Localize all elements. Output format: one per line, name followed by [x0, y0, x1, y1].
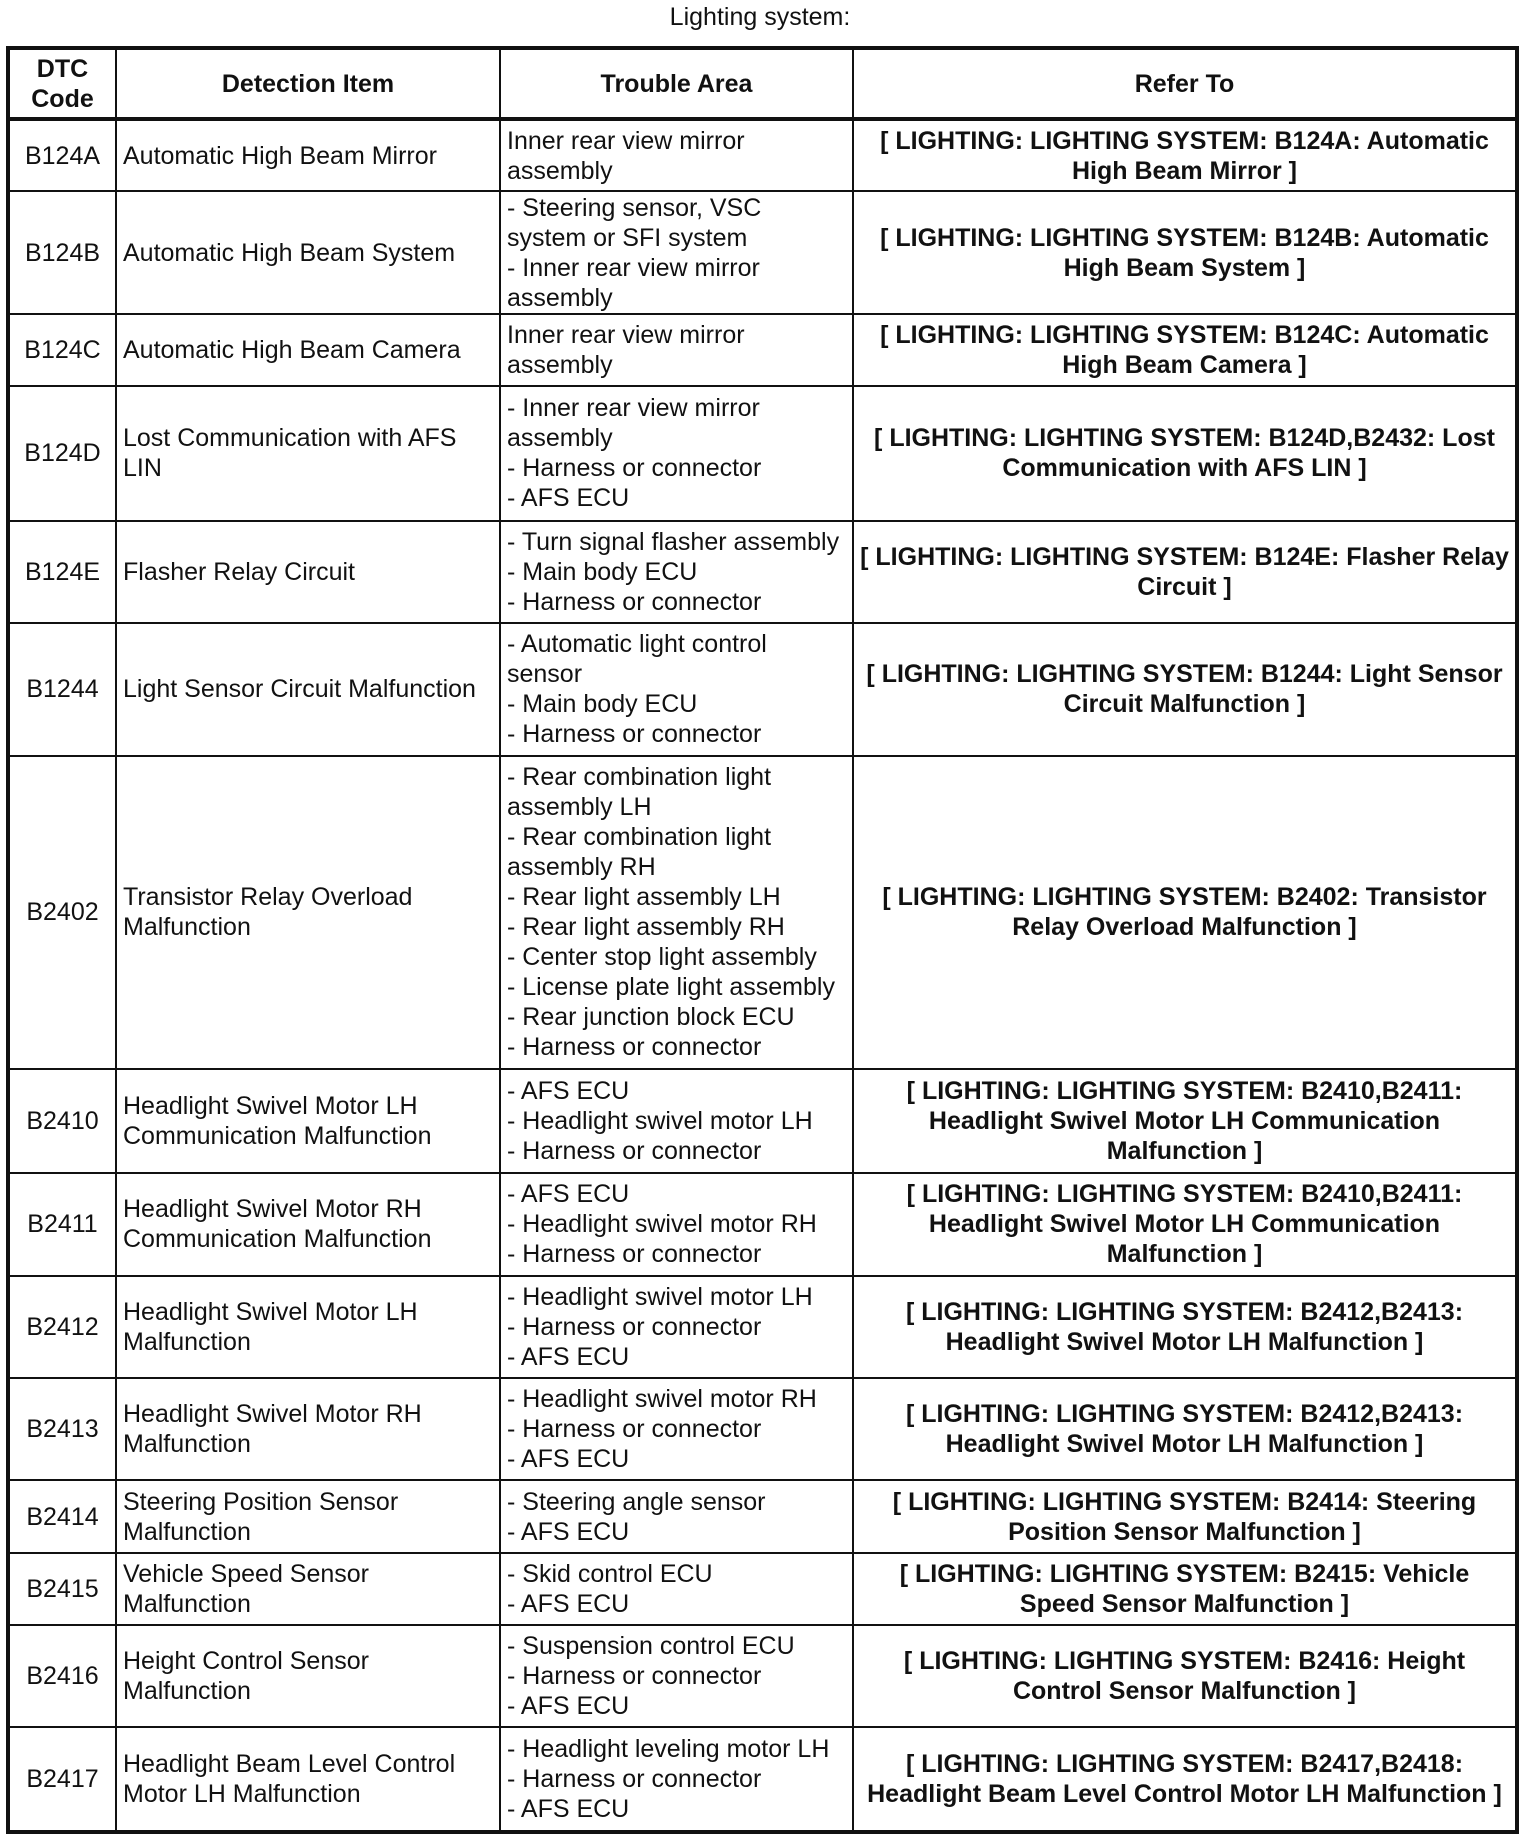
- dtc-code-cell: B2411: [8, 1173, 116, 1275]
- dtc-code-cell: B2413: [8, 1378, 116, 1480]
- trouble-area-line: - Steering sensor, VSC system or SFI system: [507, 193, 762, 252]
- refer-to-cell: [ LIGHTING: LIGHTING SYSTEM: B124B: Automatic High Beam System ]: [853, 191, 1517, 314]
- trouble-area-line: - Rear light assembly LH: [507, 883, 781, 912]
- trouble-area-line: - AFS ECU: [507, 1077, 630, 1106]
- trouble-area-line: - Harness or connector: [507, 1765, 762, 1794]
- detection-item-cell: Height Control Sensor Malfunction: [116, 1625, 500, 1727]
- trouble-area-line: - Center stop light assembly: [507, 943, 817, 972]
- trouble-area-line: - Inner rear view mirror assembly: [507, 253, 760, 312]
- trouble-area-cell: [500, 1553, 853, 1625]
- refer-to-cell: [ LIGHTING: LIGHTING SYSTEM: B124A: Automatic High Beam Mirror ]: [853, 119, 1517, 191]
- trouble-area-line: - AFS ECU: [507, 1795, 630, 1824]
- detection-item-cell: Headlight Beam Level Control Motor LH Malfunction: [116, 1727, 500, 1832]
- trouble-area-line: - Headlight swivel motor LH: [507, 1107, 813, 1136]
- trouble-area-line: Inner rear view mirror assembly: [507, 126, 745, 185]
- detection-item-cell: Lost Communication with AFS LIN: [116, 386, 500, 521]
- detection-item-cell: Automatic High Beam System: [116, 191, 500, 314]
- trouble-area-line: - Rear light assembly RH: [507, 913, 785, 942]
- trouble-area-line: - AFS ECU: [507, 484, 630, 513]
- trouble-area-cell: [500, 1625, 853, 1727]
- trouble-area-line: - AFS ECU: [507, 1517, 630, 1546]
- table-row: [8, 314, 1517, 386]
- trouble-area-line: - Harness or connector: [507, 1137, 762, 1166]
- trouble-area-line: - AFS ECU: [507, 1589, 630, 1618]
- refer-to-cell: [ LIGHTING: LIGHTING SYSTEM: B124C: Automatic High Beam Camera ]: [853, 314, 1517, 386]
- dtc-code-cell: B124E: [8, 521, 116, 623]
- trouble-area-line: - Headlight swivel motor RH: [507, 1385, 817, 1414]
- trouble-area-line: - Skid control ECU: [507, 1559, 713, 1588]
- detection-item-cell: Vehicle Speed Sensor Malfunction: [116, 1553, 500, 1625]
- dtc-code-cell: B2416: [8, 1625, 116, 1727]
- table-row: [8, 119, 1517, 191]
- trouble-area-cell: [500, 314, 853, 386]
- trouble-area-line: - Turn signal flasher assembly: [507, 527, 840, 556]
- trouble-area-line: - AFS ECU: [507, 1445, 630, 1474]
- trouble-area-cell: [500, 756, 853, 1069]
- detection-item-cell: Light Sensor Circuit Malfunction: [116, 623, 500, 756]
- trouble-area-line: - Main body ECU: [507, 690, 698, 719]
- trouble-area-line: - Harness or connector: [507, 720, 762, 749]
- trouble-area-cell: [500, 1480, 853, 1552]
- trouble-area-line: - Rear combination light assembly RH: [507, 823, 772, 882]
- trouble-area-line: - Rear combination light assembly LH: [507, 763, 772, 822]
- trouble-area-line: - Main body ECU: [507, 557, 698, 586]
- refer-to-cell: [ LIGHTING: LIGHTING SYSTEM: B2417,B2418: Headlight Beam Level Control Motor LH Malfunction ]: [853, 1727, 1517, 1832]
- header-trouble-area: Trouble Area: [500, 48, 853, 119]
- trouble-area-cell: [500, 1378, 853, 1480]
- table-row: [8, 1727, 1517, 1832]
- trouble-area-cell: [500, 521, 853, 623]
- trouble-area-line: - Inner rear view mirror assembly: [507, 394, 760, 453]
- refer-to-cell: [ LIGHTING: LIGHTING SYSTEM: B2412,B2413: Headlight Swivel Motor LH Malfunction ]: [853, 1276, 1517, 1378]
- table-row: [8, 386, 1517, 521]
- table-row: [8, 1625, 1517, 1727]
- trouble-area-cell: [500, 1727, 853, 1832]
- trouble-area-cell: [500, 1173, 853, 1275]
- refer-to-cell: [ LIGHTING: LIGHTING SYSTEM: B2410,B2411: Headlight Swivel Motor LH Communication Malfunction ]: [853, 1173, 1517, 1275]
- trouble-area-line: - AFS ECU: [507, 1342, 630, 1371]
- trouble-area-line: - Harness or connector: [507, 1415, 762, 1444]
- dtc-code-cell: B2402: [8, 756, 116, 1069]
- trouble-area-line: Inner rear view mirror assembly: [507, 320, 745, 379]
- dtc-code-cell: B2412: [8, 1276, 116, 1378]
- table-body: [8, 119, 1517, 1832]
- refer-to-cell: [ LIGHTING: LIGHTING SYSTEM: B1244: Light Sensor Circuit Malfunction ]: [853, 623, 1517, 756]
- trouble-area-line: - Headlight swivel motor RH: [507, 1210, 817, 1239]
- table-row: [8, 756, 1517, 1069]
- refer-to-cell: [ LIGHTING: LIGHTING SYSTEM: B124D,B2432: Lost Communication with AFS LIN ]: [853, 386, 1517, 521]
- refer-to-cell: [ LIGHTING: LIGHTING SYSTEM: B2414: Steering Position Sensor Malfunction ]: [853, 1480, 1517, 1552]
- refer-to-cell: [ LIGHTING: LIGHTING SYSTEM: B124E: Flasher Relay Circuit ]: [853, 521, 1517, 623]
- trouble-area-cell: [500, 1276, 853, 1378]
- trouble-area-cell: [500, 1069, 853, 1173]
- header-refer-to: Refer To: [853, 48, 1517, 119]
- header-detection-item: Detection Item: [116, 48, 500, 119]
- dtc-code-cell: B124B: [8, 191, 116, 314]
- refer-to-cell: [ LIGHTING: LIGHTING SYSTEM: B2415: Vehicle Speed Sensor Malfunction ]: [853, 1553, 1517, 1625]
- trouble-area-line: - Harness or connector: [507, 1662, 762, 1691]
- table-row: [8, 1378, 1517, 1480]
- trouble-area-line: - Harness or connector: [507, 454, 762, 483]
- table-row: [8, 1173, 1517, 1275]
- detection-item-cell: Headlight Swivel Motor LH Communication Malfunction: [116, 1069, 500, 1173]
- trouble-area-line: - Harness or connector: [507, 1240, 762, 1269]
- trouble-area-line: - AFS ECU: [507, 1692, 630, 1721]
- dtc-code-cell: B2415: [8, 1553, 116, 1625]
- detection-item-cell: Headlight Swivel Motor RH Malfunction: [116, 1378, 500, 1480]
- table-row: [8, 1480, 1517, 1552]
- trouble-area-line: - License plate light assembly: [507, 973, 835, 1002]
- detection-item-cell: Automatic High Beam Camera: [116, 314, 500, 386]
- trouble-area-line: - Steering angle sensor: [507, 1487, 766, 1516]
- detection-item-cell: Transistor Relay Overload Malfunction: [116, 756, 500, 1069]
- table-row: [8, 1553, 1517, 1625]
- refer-to-cell: [ LIGHTING: LIGHTING SYSTEM: B2412,B2413: Headlight Swivel Motor LH Malfunction ]: [853, 1378, 1517, 1480]
- table-row: [8, 623, 1517, 756]
- refer-to-cell: [ LIGHTING: LIGHTING SYSTEM: B2402: Transistor Relay Overload Malfunction ]: [853, 756, 1517, 1069]
- table-caption: Lighting system:: [669, 3, 851, 31]
- trouble-area-cell: [500, 191, 853, 314]
- table-row: [8, 191, 1517, 314]
- trouble-area-line: - Harness or connector: [507, 587, 762, 616]
- dtc-code-cell: B124C: [8, 314, 116, 386]
- table-row: [8, 1276, 1517, 1378]
- refer-to-cell: [ LIGHTING: LIGHTING SYSTEM: B2410,B2411: Headlight Swivel Motor LH Communication Malfunction ]: [853, 1069, 1517, 1173]
- trouble-area-line: - Automatic light control sensor: [507, 630, 767, 689]
- dtc-table: [6, 46, 1519, 1834]
- table-row: [8, 521, 1517, 623]
- trouble-area-line: - Rear junction block ECU: [507, 1003, 795, 1032]
- dtc-code-cell: B124A: [8, 119, 116, 191]
- dtc-code-cell: B124D: [8, 386, 116, 521]
- trouble-area-line: - AFS ECU: [507, 1180, 630, 1209]
- trouble-area-cell: [500, 386, 853, 521]
- header-row: [8, 48, 1517, 119]
- trouble-area-cell: [500, 119, 853, 191]
- trouble-area-cell: [500, 623, 853, 756]
- detection-item-cell: Steering Position Sensor Malfunction: [116, 1480, 500, 1552]
- dtc-code-cell: B2414: [8, 1480, 116, 1552]
- trouble-area-line: - Suspension control ECU: [507, 1632, 795, 1661]
- refer-to-cell: [ LIGHTING: LIGHTING SYSTEM: B2416: Height Control Sensor Malfunction ]: [853, 1625, 1517, 1727]
- detection-item-cell: Automatic High Beam Mirror: [116, 119, 500, 191]
- trouble-area-line: - Harness or connector: [507, 1312, 762, 1341]
- detection-item-cell: Headlight Swivel Motor RH Communication Malfunction: [116, 1173, 500, 1275]
- detection-item-cell: Headlight Swivel Motor LH Malfunction: [116, 1276, 500, 1378]
- detection-item-cell: Flasher Relay Circuit: [116, 521, 500, 623]
- trouble-area-line: - Harness or connector: [507, 1033, 762, 1062]
- trouble-area-line: - Headlight swivel motor LH: [507, 1282, 813, 1311]
- dtc-code-cell: B1244: [8, 623, 116, 756]
- trouble-area-line: - Headlight leveling motor LH: [507, 1735, 830, 1764]
- dtc-code-cell: B2417: [8, 1727, 116, 1832]
- table-row: [8, 1069, 1517, 1173]
- header-dtc-code: DTC Code: [8, 48, 116, 119]
- dtc-code-cell: B2410: [8, 1069, 116, 1173]
